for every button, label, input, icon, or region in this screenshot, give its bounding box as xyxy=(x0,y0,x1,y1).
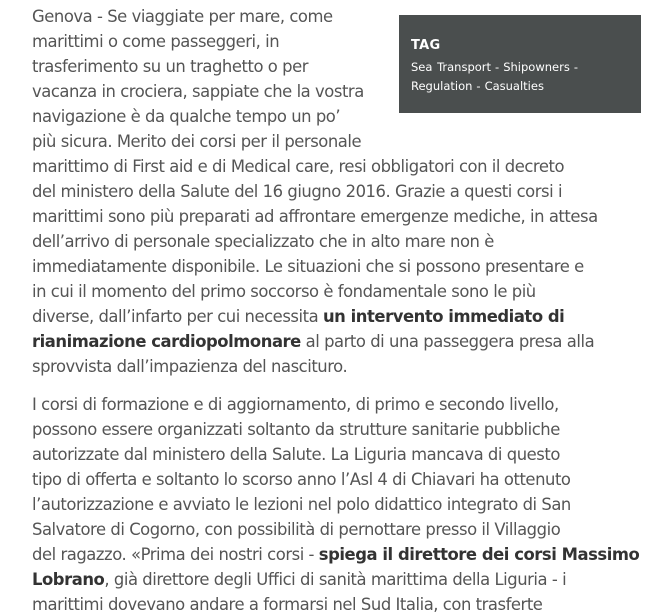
text-line: più sicura. Merito dei corsi per il personale xyxy=(32,132,362,151)
text-line: trasferimento su un traghetto o per xyxy=(32,57,309,76)
text-line: l’autorizzazione e avviato le lezioni nel polo didattico integrato di San xyxy=(32,495,571,514)
text-line: marittimi o come passeggeri, in xyxy=(32,32,280,51)
tag-list xyxy=(411,58,631,96)
text-line: navigazione è da qualche tempo un po’ xyxy=(32,107,341,126)
bold-link-intervento-rianimazione[interactable]: rianimazione cardiopolmonare xyxy=(32,332,301,351)
tag-link-casualties[interactable]: Casualties xyxy=(484,79,544,93)
text-line: marittimo di First aid e di Medical care, resi obbligatori con il decreto xyxy=(32,157,565,176)
tag-box xyxy=(399,15,641,113)
tag-link-regulation[interactable]: Regulation xyxy=(411,79,473,93)
tag-separator: - xyxy=(476,79,481,93)
tag-link-shipowners[interactable]: Shipowners xyxy=(503,60,570,74)
text-line: sprovvista dall’impazienza del nascituro. xyxy=(32,357,348,376)
text-line: marittimi sono più preparati ad affrontare emergenze mediche, in attesa xyxy=(32,207,598,226)
tag-separator: - xyxy=(573,60,578,74)
tag-link-sea-transport[interactable]: Sea Transport xyxy=(411,60,492,74)
text-line: Genova - Se viaggiate per mare, come xyxy=(32,7,333,26)
tag-box-title: TAG xyxy=(411,38,441,53)
text-line: rianimazione cardiopolmonare al parto di una passeggera presa alla xyxy=(32,332,595,351)
text-line: vacanza in crociera, sappiate che la vostra xyxy=(32,82,364,101)
text-line: in cui il momento del primo soccorso è fondamentale sono le più xyxy=(32,282,536,301)
text-line: dell’arrivo di personale specializzato che in alto mare non è xyxy=(32,232,494,251)
text-line: I corsi di formazione e di aggiornamento, di primo e secondo livello, xyxy=(32,395,559,414)
bold-link-direttore-lobrano[interactable]: Lobrano xyxy=(32,570,105,589)
text-line: del ragazzo. «Prima dei nostri corsi - spiega il direttore dei corsi Massimo xyxy=(32,545,640,564)
tag-separator: - xyxy=(495,60,500,74)
bold-link-direttore-lobrano[interactable]: spiega il direttore dei corsi Massimo xyxy=(318,545,640,564)
text-line: marittimi dovevano andare a formarsi nel Sud Italia, con trasferte xyxy=(32,595,543,614)
text-line: Lobrano, già direttore degli Uffici di sanità marittima della Liguria - i xyxy=(32,570,567,589)
text-line: possono essere organizzati soltanto da strutture sanitarie pubbliche xyxy=(32,420,560,439)
bold-link-intervento-rianimazione[interactable]: un intervento immediato di xyxy=(322,307,565,326)
text-line: del ministero della Salute del 16 giugno 2016. Grazie a questi corsi i xyxy=(32,182,563,201)
text-line: tipo di offerta e soltanto lo scorso anno l’Asl 4 di Chiavari ha ottenuto xyxy=(32,470,571,489)
text-line: autorizzate dal ministero della Salute. La Liguria mancava di questo xyxy=(32,445,560,464)
text-line: diverse, dall’infarto per cui necessita un intervento immediato di xyxy=(32,307,565,326)
text-line: immediatamente disponibile. Le situazioni che si possono presentare e xyxy=(32,257,584,276)
text-line: Salvatore di Cogorno, con possibilità di pernottare presso il Villaggio xyxy=(32,520,561,539)
